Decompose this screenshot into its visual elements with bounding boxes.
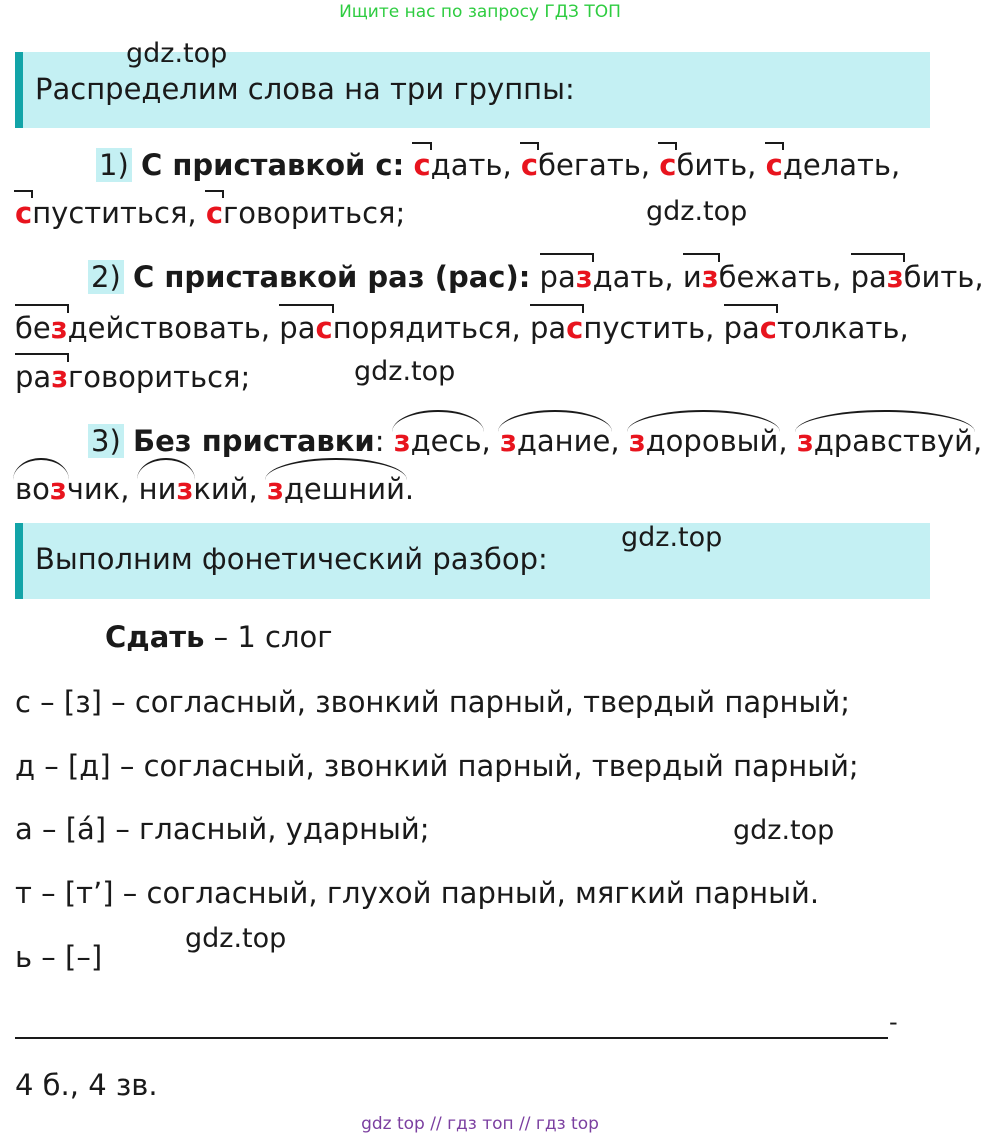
group-3-title: Без приставки bbox=[132, 424, 375, 458]
word: разбить bbox=[850, 260, 975, 294]
word: растолкать bbox=[723, 311, 900, 345]
word: сдать bbox=[413, 148, 503, 182]
group-2-line-2: бездействовать, распорядиться, распустить, растолкать, bbox=[15, 311, 909, 345]
divider-dash: - bbox=[889, 1008, 898, 1036]
word: сбить bbox=[659, 148, 748, 182]
watermark: gdz.top bbox=[126, 38, 228, 69]
word: здесь bbox=[393, 424, 482, 458]
word: здравствуй bbox=[796, 424, 973, 458]
group-1-title: С приставкой с: bbox=[140, 148, 405, 182]
summary-divider bbox=[15, 1037, 888, 1039]
word: низкий bbox=[138, 472, 249, 506]
analysis-word: Сдать bbox=[105, 620, 205, 654]
heading-groups: Распределим слова на три группы: bbox=[35, 72, 575, 106]
group-3-line-1: 3) Без приставки: здесь, здание, здоровый, здравствуй, bbox=[88, 424, 982, 458]
word: бездействовать bbox=[15, 311, 261, 345]
heading-box-phonetic bbox=[15, 523, 930, 599]
group-2-line-1: 2) С приставкой раз (рас): раздать, избежать, разбить, bbox=[88, 260, 984, 294]
analysis-syllables: – 1 слог bbox=[204, 620, 333, 654]
watermark: gdz.top bbox=[354, 356, 456, 387]
footer-links[interactable]: gdz top // гдз топ // гдз top bbox=[361, 1114, 599, 1134]
word: спуститься bbox=[15, 196, 188, 230]
word: сделать bbox=[765, 148, 891, 182]
watermark: gdz.top bbox=[733, 815, 835, 846]
group-3-number: 3) bbox=[88, 424, 124, 458]
word: здешний bbox=[266, 472, 405, 506]
word: здание bbox=[499, 424, 611, 458]
group-1-number: 1) bbox=[96, 148, 132, 182]
group-1-line-1: 1) С приставкой с: сдать, сбегать, сбить, сделать, bbox=[96, 148, 900, 182]
top-banner[interactable]: Ищите нас по запросу ГДЗ ТОП bbox=[339, 2, 621, 22]
word: распорядиться bbox=[279, 311, 512, 345]
analysis-row: т – [т’] – согласный, глухой парный, мягкий парный. bbox=[15, 876, 820, 910]
analysis-row: д – [д] – согласный, звонкий парный, твердый парный; bbox=[15, 749, 859, 783]
heading-phonetic: Выполним фонетический разбор: bbox=[35, 542, 548, 576]
group-3-line-2: возчик, низкий, здешний. bbox=[15, 472, 415, 506]
word: распустить bbox=[529, 311, 706, 345]
word: здоровый bbox=[628, 424, 779, 458]
word: возчик bbox=[15, 472, 121, 506]
analysis-row: а – [á] – гласный, ударный; bbox=[15, 812, 430, 846]
analysis-row: с – [з] – согласный, звонкий парный, твердый парный; bbox=[15, 685, 850, 719]
word: сбегать bbox=[520, 148, 641, 182]
watermark: gdz.top bbox=[185, 923, 287, 954]
word: избежать bbox=[682, 260, 833, 294]
group-2-title: С приставкой раз (рас): bbox=[132, 260, 531, 294]
analysis-row: ь – [–] bbox=[15, 940, 103, 974]
group-2-line-3: разговориться; bbox=[15, 360, 251, 394]
group-2-number: 2) bbox=[88, 260, 124, 294]
watermark: gdz.top bbox=[621, 522, 723, 553]
word: раздать bbox=[539, 260, 665, 294]
watermark: gdz.top bbox=[646, 196, 748, 227]
analysis-summary: 4 б., 4 зв. bbox=[15, 1068, 158, 1102]
word: сговориться bbox=[205, 196, 396, 230]
word: разговориться bbox=[15, 360, 241, 394]
analysis-title bbox=[105, 620, 333, 654]
group-1-line-2: спуститься, сговориться; bbox=[15, 196, 406, 230]
